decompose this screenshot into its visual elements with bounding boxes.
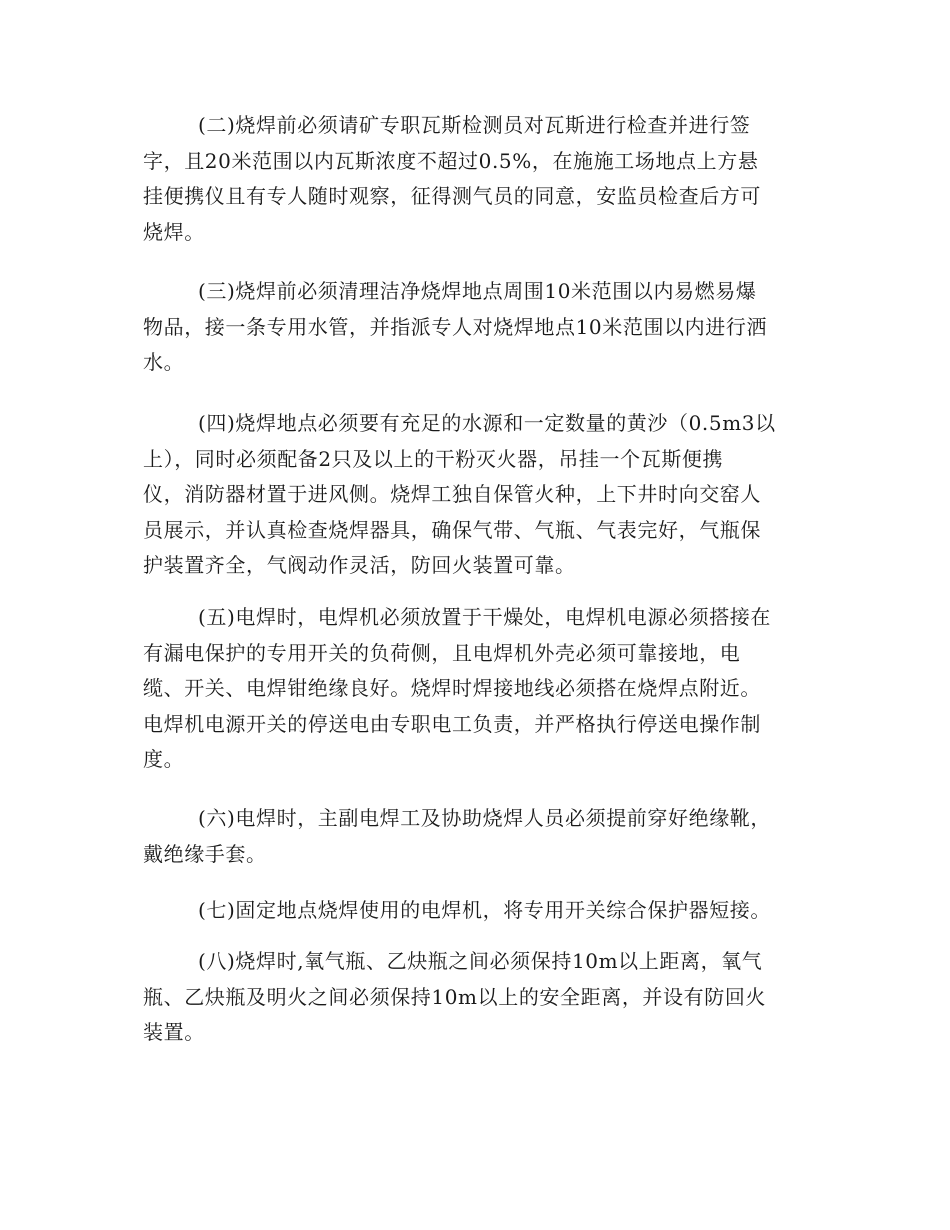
paragraph-line: (八)烧焊时,氧气瓶、乙炔瓶之间必须保持10m以上距离，氧气 (198, 949, 763, 973)
paragraph-7 (143, 893, 808, 929)
paragraph-line: 度。 (143, 747, 185, 771)
paragraph-4 (143, 406, 808, 584)
paragraph-line: 烧焊。 (143, 219, 205, 244)
paragraph-8 (143, 944, 808, 1051)
paragraph-line: 电焊机电源开关的停送电由专职电工负责，并严格执行停送电操作制 (143, 711, 761, 736)
paragraph-line: (三)烧焊前必须清理洁净烧焊地点周围10米范围以内易燃易爆 (198, 279, 757, 303)
paragraph-line: 上），同时必须配备2只及以上的干粉灭火器，吊挂一个瓦斯便携 (143, 446, 724, 471)
paragraph-line: 水。 (143, 350, 185, 374)
paragraph-line: 戴绝缘手套。 (143, 841, 267, 866)
paragraph-line: 护装置齐全，气阀动作灵活，防回火装置可靠。 (143, 553, 576, 577)
paragraph-2 (143, 108, 808, 250)
paragraph-line: (二)烧焊前必须请矿专职瓦斯检测员对瓦斯进行检查并进行签 (198, 113, 751, 137)
paragraph-line: 装置。 (143, 1020, 205, 1044)
paragraph-6 (143, 801, 808, 872)
paragraph-line: 仪，消防器材置于进风侧。烧焊工独自保管火种，上下井时向交窑人 (143, 482, 761, 506)
paragraph-line: (六)电焊时，主副电焊工及协助烧焊人员必须提前穿好绝缘靴， (198, 806, 772, 830)
paragraph-line: 员展示，并认真检查烧焊器具，确保气带、气瓶、气表完好，气瓶保 (143, 517, 761, 542)
paragraph-line: 有漏电保护的专用开关的负荷侧，且电焊机外壳必须可靠接地，电 (143, 640, 741, 665)
paragraph-line: 瓶、乙炔瓶及明火之间必须保持10m以上的安全距离，并设有防回火 (143, 984, 767, 1009)
paragraph-5 (143, 600, 808, 778)
paragraph-line: 字，且20米范围以内瓦斯浓度不超过0.5%，在施施工场地点上方悬 (143, 148, 759, 173)
paragraph-line: 物品，接一条专用水管，并指派专人对烧焊地点10米范围以内进行洒 (143, 314, 768, 339)
paragraph-line: 挂便携仪且有专人随时观察，征得测气员的同意，安监员检查后方可 (143, 184, 761, 208)
paragraph-3 (143, 274, 808, 381)
paragraph-line: (四)烧焊地点必须要有充足的水源和一定数量的黄沙（0.5m3以 (198, 411, 776, 435)
paragraph-line: 缆、开关、电焊钳绝缘良好。烧焊时焊接地线必须搭在烧焊点附近。 (143, 676, 761, 700)
paragraph-line: (五)电焊时，电焊机必须放置于干燥处，电焊机电源必须搭接在 (198, 605, 772, 629)
paragraph-line: (七)固定地点烧焊使用的电焊机，将专用开关综合保护器短接。 (198, 898, 772, 922)
